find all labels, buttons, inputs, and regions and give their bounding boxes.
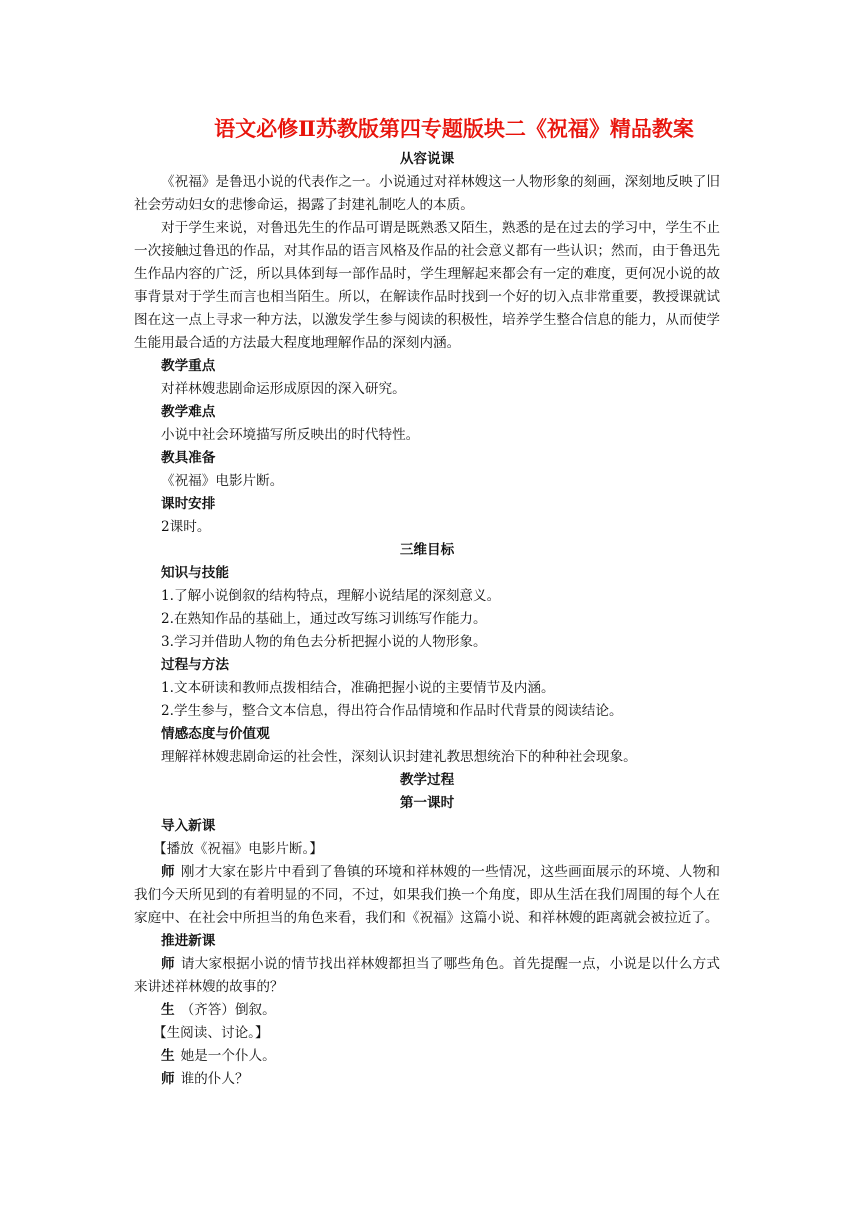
intro-paragraph-2: 对于学生来说，对鲁迅先生的作品可谓是既熟悉又陌生，熟悉的是在过去的学习中，学生不止一次接触过鲁迅的作品，对其作品的语言风格及作品的社会意义都有一些认识；然而，由于鲁迅先生作品内容的广泛，所以具体到每一部作品时，学生理解起来都会有一定的难度，更何况小说的故事背景对于学生而言也相当陌生。所以，在解读作品时找到一个好的切入点非常重要，教授课就试图在这一点上寻求一种方法，以激发学生参与阅读的积极性，培养学生整合信息的能力，从而使学生能用最合适的方法最大程度地理解作品的深刻内涵。 xyxy=(134,220,720,351)
student-a1-text: （齐答）倒叙。 xyxy=(180,1002,276,1018)
student-a2-text: 她是一个仆人。 xyxy=(180,1048,276,1064)
discussion-note: 【生阅读、讨论。】 xyxy=(153,1025,269,1041)
speaker-teacher: 师 xyxy=(161,956,175,972)
knowledge-item-3: 3.学习并借助人物的角色去分析把握小说的人物形象。 xyxy=(161,634,487,650)
schedule-heading: 课时安排 xyxy=(161,496,216,512)
speaker-student: 生 xyxy=(161,1048,175,1064)
key-point-text: 对祥林嫂悲剧命运形成原因的深入研究。 xyxy=(161,381,406,397)
intro-new-heading: 导入新课 xyxy=(161,818,216,834)
knowledge-heading: 知识与技能 xyxy=(161,565,229,581)
schedule-text: 2课时。 xyxy=(161,519,211,535)
process-heading: 过程与方法 xyxy=(161,657,229,673)
play-film-note: 【播放《祝福》电影片断。】 xyxy=(153,841,323,857)
first-lesson-heading: 第一课时 xyxy=(399,795,455,811)
process-item-2: 2.学生参与，整合文本信息，得出符合作品情境和作品时代背景的阅读结论。 xyxy=(161,703,623,719)
knowledge-item-1: 1.了解小说倒叙的结构特点，理解小说结尾的深刻意义。 xyxy=(161,588,501,604)
teacher-intro-text: 刚才大家在影片中看到了鲁镇的环境和祥林嫂的一些情况，这些画面展示的环境、人物和我们今天所见到的有着明显的不同，不过，如果我们换一个角度，即从生活在我们周围的每个人在家庭中、在社会中所担当的角色来看，我们和《祝福》这篇小说、和祥林嫂的距离就会被拉近了。 xyxy=(134,864,721,926)
goals-heading: 三维目标 xyxy=(399,542,455,558)
attitude-text: 理解祥林嫂悲剧命运的社会性，深刻认识封建礼教思想统治下的种种社会现象。 xyxy=(161,749,637,765)
dialog-student-a1 xyxy=(134,999,720,1022)
advance-heading: 推进新课 xyxy=(161,933,216,949)
dialog-teacher-q1 xyxy=(134,953,720,999)
speaker-teacher: 师 xyxy=(161,1071,175,1087)
difficulty-heading: 教学难点 xyxy=(161,404,216,420)
speaker-teacher: 师 xyxy=(161,864,175,880)
process-item-1: 1.文本研读和教师点拨相结合，准确把握小说的主要情节及内涵。 xyxy=(161,680,555,696)
dialog-student-a2 xyxy=(134,1045,720,1068)
document-title: 语文必修Ⅱ苏教版第四专题版块二《祝福》精品教案 xyxy=(214,116,694,141)
knowledge-item-2: 2.在熟知作品的基础上，通过改写练习训练写作能力。 xyxy=(161,611,487,627)
intro-paragraph-1: 《祝福》是鲁迅小说的代表作之一。小说通过对祥林嫂这一人物形象的刻画，深刻地反映了旧社会劳动妇女的悲惨命运，揭露了封建礼制吃人的本质。 xyxy=(134,174,720,213)
materials-heading: 教具准备 xyxy=(161,450,216,466)
speaker-student: 生 xyxy=(161,1002,175,1018)
materials-text: 《祝福》电影片断。 xyxy=(161,473,284,489)
dialog-teacher-intro xyxy=(134,861,720,930)
difficulty-text: 小说中社会环境描写所反映出的时代特性。 xyxy=(161,427,420,443)
key-point-heading: 教学重点 xyxy=(161,358,216,374)
dialog-teacher-q2 xyxy=(134,1068,720,1091)
teacher-q1-text: 请大家根据小说的情节找出祥林嫂都担当了哪些角色。首先提醒一点，小说是以什么方式来讲述祥林嫂的故事的？ xyxy=(134,956,721,995)
teaching-process-heading: 教学过程 xyxy=(399,772,455,788)
document-body xyxy=(134,148,720,1091)
section-heading-intro: 从容说课 xyxy=(399,151,455,167)
attitude-heading: 情感态度与价值观 xyxy=(161,726,270,742)
teacher-q2-text: 谁的仆人？ xyxy=(180,1071,249,1087)
